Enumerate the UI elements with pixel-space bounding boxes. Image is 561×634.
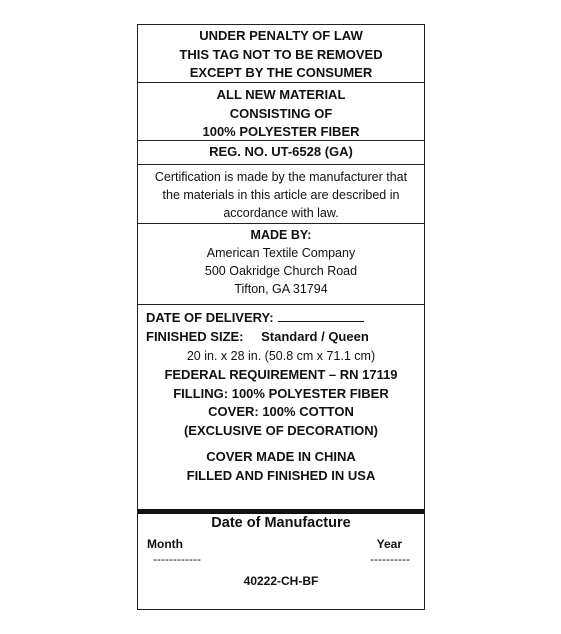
street-address: 500 Oakridge Church Road xyxy=(204,264,358,278)
material-line-2: CONSISTING OF xyxy=(229,105,333,121)
made-by-heading: MADE BY: xyxy=(250,228,312,242)
delivery-label: DATE OF DELIVERY: xyxy=(146,310,274,325)
city-address: Tifton, GA 31794 xyxy=(234,282,328,296)
certification-line-2: the materials in this article are described in xyxy=(162,188,400,202)
material-section xyxy=(138,82,424,142)
made-by-section xyxy=(138,223,424,298)
dimensions: 20 in. x 28 in. (50.8 cm x 71.1 cm) xyxy=(186,349,376,363)
fill-origin: FILLED AND FINISHED IN USA xyxy=(186,467,376,483)
warning-line-3: EXCEPT BY THE CONSUMER xyxy=(189,65,373,80)
size-value: Standard / Queen xyxy=(261,328,369,344)
month-label: Month xyxy=(147,537,183,551)
federal-requirement: FEDERAL REQUIREMENT – RN 17119 xyxy=(164,367,398,382)
warning-section xyxy=(138,27,424,83)
year-label: Year xyxy=(376,537,402,551)
size-label: FINISHED SIZE: xyxy=(146,328,244,344)
manufacture-section xyxy=(138,509,424,607)
year-blank: ---------- xyxy=(370,552,410,566)
material-line-1: ALL NEW MATERIAL xyxy=(216,87,346,102)
size-row xyxy=(138,328,424,347)
details-section xyxy=(138,304,424,510)
delivery-blank-line xyxy=(278,309,364,322)
material-line-3: 100% POLYESTER FIBER xyxy=(202,124,360,139)
warning-line-2: THIS TAG NOT TO BE REMOVED xyxy=(179,46,383,62)
cover: COVER: 100% COTTON xyxy=(208,404,354,419)
batch-code: 40222-CH-BF xyxy=(243,574,319,588)
reg-no-section xyxy=(138,140,424,162)
reg-number: REG. NO. UT-6528 (GA) xyxy=(209,144,353,159)
certification-line-3: accordance with law. xyxy=(223,206,339,220)
month-blank: ------------ xyxy=(153,552,201,566)
manufacture-title: Date of Manufacture xyxy=(211,515,351,531)
certification-section xyxy=(138,164,424,222)
law-tag xyxy=(137,24,425,610)
filling: FILLING: 100% POLYESTER FIBER xyxy=(173,385,389,401)
cover-origin: COVER MADE IN CHINA xyxy=(206,449,356,464)
warning-line-1: UNDER PENALTY OF LAW xyxy=(199,28,363,43)
exclusive-note: (EXCLUSIVE OF DECORATION) xyxy=(183,422,379,438)
certification-line-1: Certification is made by the manufacturer that xyxy=(154,170,408,184)
company-name: American Textile Company xyxy=(206,246,356,260)
delivery-row xyxy=(138,309,424,328)
